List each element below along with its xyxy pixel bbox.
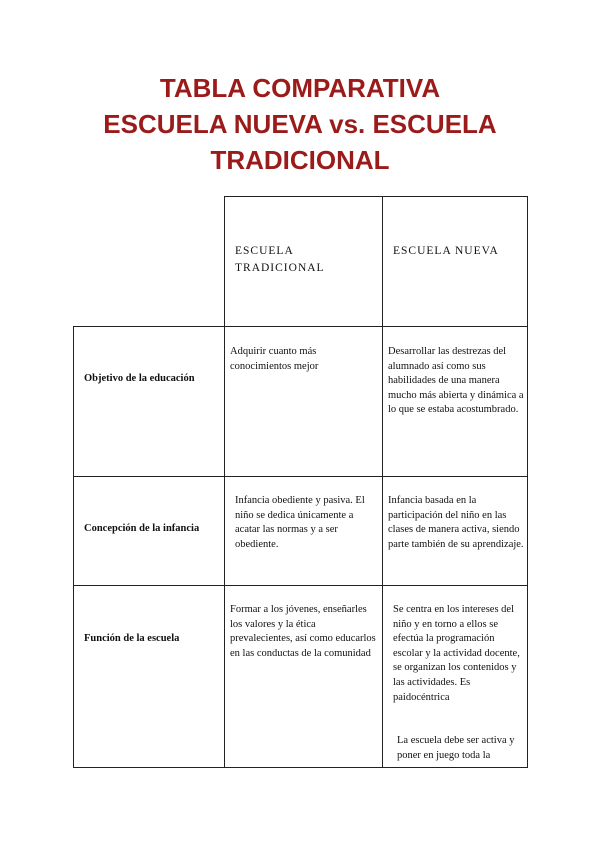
row-label-funcion: Función de la escuela [84, 633, 180, 644]
text-funcion-nueva: Se centra en los intereses del niño y en torno a ellos se efectúa la programación escolar y la actividad docente, se organizan los contenidos y las actividades. Es paidocéntrica [393, 604, 520, 703]
row-label-cell-objetivo [73, 326, 225, 477]
text-concepcion-nueva: Infancia basada en la participación del niño en las clases de manera activa, siendo parte también de su aprendizaje. [388, 495, 524, 550]
title-line-1: TABLA COMPARATIVA [159, 73, 441, 103]
row-label-cell-funcion [73, 585, 225, 768]
text-funcion-nueva-extra: La escuela debe ser activa y poner en juego toda la [397, 735, 515, 761]
header-cell-nueva [382, 196, 528, 327]
title-line-3: TRADICIONAL [210, 145, 390, 175]
cell-concepcion-tradicional [224, 476, 383, 586]
cell-objetivo-nueva [382, 326, 528, 477]
text-concepcion-tradicional: Infancia obediente y pasiva. El niño se dedica únicamente a acatar las normas y a ser obediente. [235, 495, 365, 550]
title-line-2: ESCUELA NUEVA vs. ESCUELA [103, 109, 497, 139]
header-nueva: ESCUELA NUEVA [393, 245, 499, 257]
cell-objetivo-tradicional [224, 326, 383, 477]
header-tradicional: ESCUELA TRADICIONAL [235, 245, 325, 274]
cell-funcion-tradicional [224, 585, 383, 768]
header-cell-tradicional [224, 196, 383, 327]
row-label-concepcion: Concepción de la infancia [84, 523, 200, 534]
text-objetivo-tradicional: Adquirir cuanto más conocimientos mejor [230, 346, 319, 372]
text-funcion-tradicional: Formar a los jóvenes, enseñarles los valores y la ética prevalecientes, así como educarlos en las conductas de la comunidad [230, 604, 376, 659]
cell-funcion-nueva [382, 585, 528, 768]
cell-concepcion-nueva [382, 476, 528, 586]
row-label-objetivo: Objetivo de la educación [84, 373, 195, 384]
document-title [0, 70, 600, 178]
row-label-cell-concepcion [73, 476, 225, 586]
text-objetivo-nueva: Desarrollar las destrezas del alumnado así como sus habilidades de una manera mucho más abierta y dinámica a lo que se estaba acostumbrado. [388, 346, 524, 416]
